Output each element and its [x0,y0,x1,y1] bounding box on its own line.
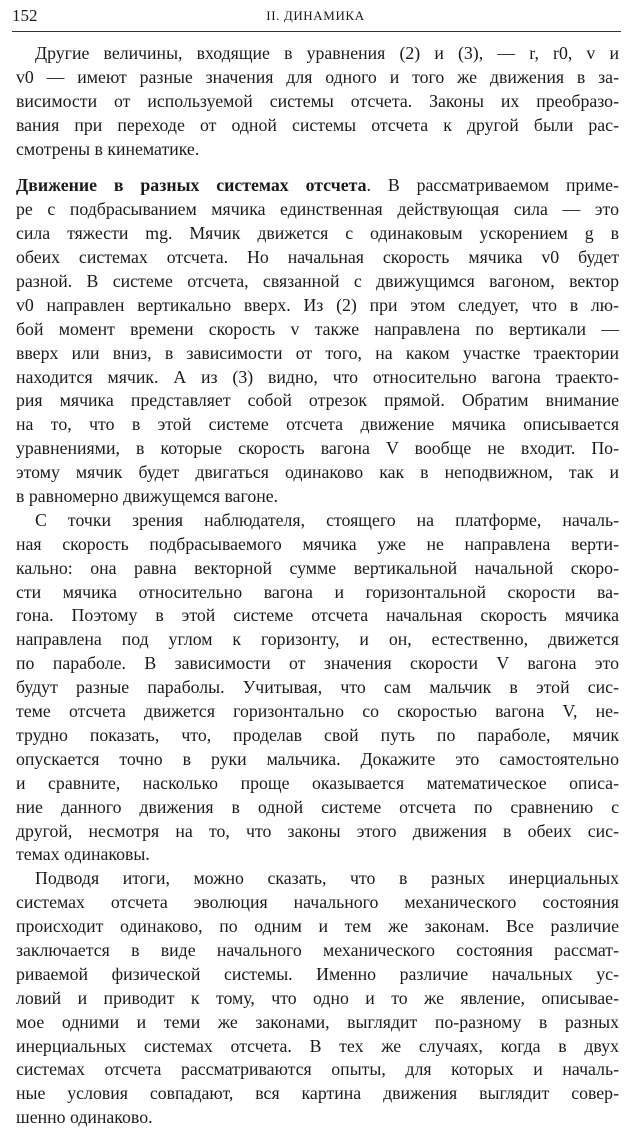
text-line: рия мячика представляет собой отрезок прямой. Обратим внимание [16,390,619,411]
text-line: смотрены в кинематике. [16,138,200,159]
text-line: висимости от используемой системы отсчета. Законы их преобразо- [16,90,619,111]
text-line: вверх или вниз, в зависимости от того, на каком участке траектории [16,342,619,363]
text-line: темах одинаковы. [16,844,150,865]
text-line: на то, что в этой системе отсчета движение мячика описывается [16,414,619,435]
text-line: происходит одинаково, по одним и тем же законам. Все различие [16,916,619,937]
text-line: ловий и приводит к тому, что одно и то же явление, описывае- [16,987,619,1008]
text-line: другой, несмотря на то, что законы этого движения в обеих сис- [16,820,619,841]
text-line: трудно показать, что, проделав свой путь по параболе, мячик [16,724,619,745]
text-line: риваемой физической системы. Именно различие начальных ус- [16,963,619,984]
text-run: . В рассматриваемом приме- [366,175,619,196]
page-body [16,42,619,1130]
text-line: ре с подбрасыванием мячика единственная действующая сила — это [16,199,619,220]
text-line: будут разные параболы. Учитывая, что сам мальчик в этой сис- [16,677,619,698]
text-line: в равномерно движущемся вагоне. [16,486,279,507]
text-line: направлена под углом к горизонту, и он, естественно, движется [16,629,619,650]
paragraph [16,174,619,508]
paragraph-gap [16,161,619,174]
section-heading: Движение в разных системах отсчета [16,175,367,196]
paragraph [16,42,619,161]
text-line: шенно одинаково. [16,1107,153,1128]
running-head: II. ДИНАМИКА [266,8,365,23]
text-line: ние данного движения в одной системе отсчета по сравнению с [16,796,619,817]
text-line: теме отсчета движется горизонтально со скоростью вагона V, не- [16,701,619,722]
text-line: вания при переходе от одной системы отсчета к другой были рас- [16,114,619,135]
text-line: ные условия совпадают, вся картина движения выглядит совер- [16,1083,619,1104]
text-line: сти мячика относительно вагона и горизонтальной скорости ва- [16,581,619,602]
text-line: бой момент времени скорость v также направлена по вертикали — [16,318,619,339]
text-line: мое одними и теми же законами, выглядит по-разному в разных [16,1011,619,1032]
text-line: по параболе. В зависимости от значения скорости V вагона это [16,653,619,674]
text-line: опускается точно в руки мальчика. Докажите это самостоятельно [16,748,619,769]
text-line: находится мячик. А из (3) видно, что относительно вагона траекто- [16,366,619,387]
text-line: сила тяжести mg. Мячик движется с одинаковым ускорением g в [16,223,619,244]
text-line: системах отсчета эволюция начального механического состояния [16,892,619,913]
text-line: Подводя итоги, можно сказать, что в разных инерциальных [35,868,619,889]
text-line [16,174,619,198]
text-line: гона. Поэтому в этой системе отсчета начальная скорость мячика [16,605,619,626]
paragraph [16,509,619,867]
text-line: ная скорость подбрасываемого мячика уже не направлена верти- [16,533,619,554]
text-line: системах отсчета рассматриваются опыты, для которых и началь- [16,1059,619,1080]
text-line: Другие величины, входящие в уравнения (2) и (3), — r, r0, v и [35,43,619,63]
text-line: v0 направлен вертикально вверх. Из (2) при этом следует, что в лю- [16,294,619,315]
text-line: v0 — имеют разные значения для одного и того же движения в за- [16,66,619,87]
text-line: заключается в виде начального механического состояния рассмат- [16,939,619,960]
text-line: обеих системах отсчета. Но начальная скорость мячика v0 будет [16,247,619,268]
text-line: кально: она равна векторной сумме вертикальной начальной скоро- [16,557,619,578]
paragraph [16,867,619,1130]
text-line: С точки зрения наблюдателя, стоящего на платформе, началь- [35,509,619,530]
header-rule [12,31,621,32]
text-line: и сравните, насколько проще оказывается математическое описа- [16,772,619,793]
page-header [0,4,631,30]
text-line: инерциальных системах отсчета. В тех же случаях, когда в двух [16,1035,619,1056]
text-line: этому мячик будет двигаться одинаково как в неподвижном, так и [16,462,619,483]
page-number: 152 [12,6,38,25]
text-line: разной. В системе отсчета, связанной с движущимся вагоном, вектор [16,271,619,292]
text-line: уравнениями, в которые скорость вагона V вообще не входит. По- [16,438,619,459]
